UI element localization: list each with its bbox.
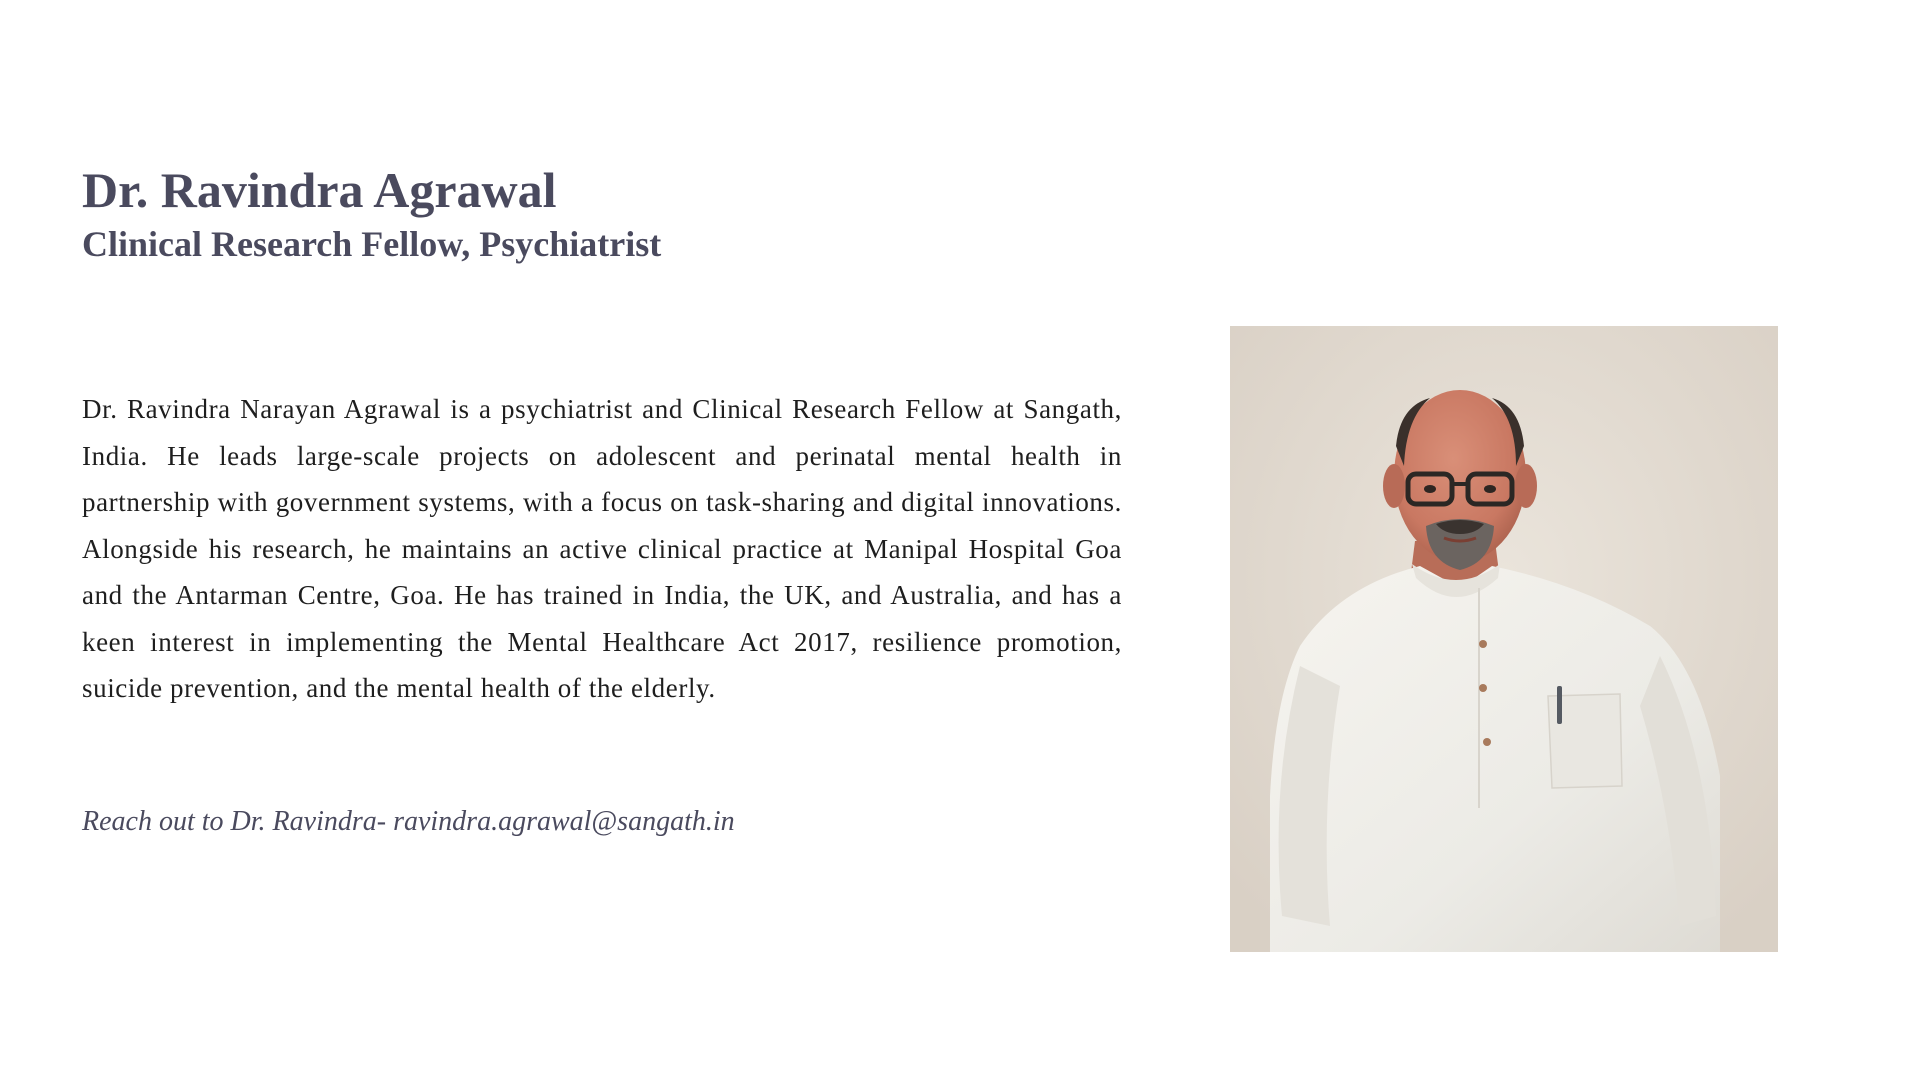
portrait-photo xyxy=(1230,326,1778,952)
person-title: Clinical Research Fellow, Psychiatrist xyxy=(82,224,662,264)
contact-line: Reach out to Dr. Ravindra- ravindra.agrawal@sangath.in xyxy=(82,806,735,837)
bio-paragraph: Dr. Ravindra Narayan Agrawal is a psychiatrist and Clinical Research Fellow at Sangath, India. He leads large-scale projects on adolescent and perinatal mental health in partnership with government systems, with a focus on task-sharing and digital innovations. Alongside his research, he maintains an active clinical practice at Manipal Hospital Goa and the Antarman Centre, Goa. He has trained in India, the UK, and Australia, and has a keen interest in implementing the Mental Healthcare Act 2017, resilience promotion, suicide prevention, and the mental health of the elderly. xyxy=(82,394,1122,703)
person-name: Dr. Ravindra Agrawal xyxy=(82,162,557,218)
portrait-illustration xyxy=(1230,326,1778,952)
